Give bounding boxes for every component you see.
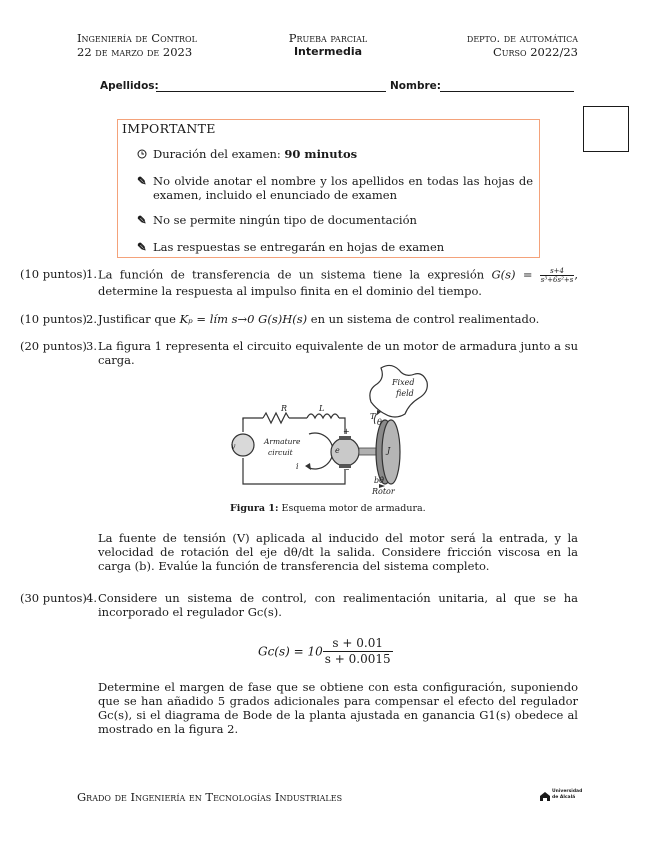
fig-label-i: i [296, 462, 299, 471]
caption-text: Esquema motor de armadura. [278, 503, 426, 514]
university-logo [539, 789, 583, 803]
surname-label: Apellidos: [100, 80, 159, 92]
header-course: Curso 2022/23 [492, 45, 578, 59]
question-4-statement [98, 680, 578, 736]
question-3-statement [98, 531, 578, 573]
question-text: Justificar que [98, 312, 180, 326]
fig-label-plus: + [343, 427, 350, 436]
clock-icon [137, 147, 147, 161]
header-date: 22 de marzo de 2023 [77, 45, 193, 59]
grade-box[interactable] [583, 106, 629, 152]
question-points: (30 puntos) [20, 591, 87, 605]
pencil-icon: ✎ [137, 174, 147, 188]
duration-value: 90 minutos [284, 147, 358, 161]
important-item-names: No olvide anotar el nombre y los apellidos en todas las hojas de examen, incluido el enunciado de examen [153, 174, 533, 202]
header-exam-type: Prueba parcial [288, 31, 368, 45]
equation-denominator: s + 0.0015 [324, 652, 391, 666]
question-number: 4. [86, 591, 97, 605]
university-name-2: de Alcalá [552, 795, 576, 800]
question-2 [20, 312, 578, 326]
question-text: , determine la respuesta al impulso finita en el dominio del tiempo. [98, 267, 578, 298]
fig-label-field: field [396, 389, 414, 398]
question-points: (10 puntos) [20, 267, 87, 281]
important-item-answers: Las respuestas se entregarán en hojas de examen [153, 240, 445, 254]
tf-denominator: s³+6s²+s [540, 276, 574, 284]
surname-field[interactable] [156, 91, 386, 92]
header-subject: Ingeniería de Control [77, 31, 197, 45]
question-points: (10 puntos) [20, 312, 87, 326]
controller-equation [258, 636, 393, 667]
important-title: IMPORTANTE [122, 121, 216, 136]
pencil-icon: ✎ [137, 240, 147, 254]
fig-label-v: v [231, 442, 236, 451]
university-name-1: Universidad [552, 789, 583, 794]
fig-label-fixed: Fixed [392, 378, 415, 387]
question-number: 2. [86, 312, 97, 326]
tf-numerator: s+4 [540, 267, 575, 276]
fig-label-armature: Armature [264, 437, 301, 446]
equation-lhs: Gc(s) = 10 [258, 644, 323, 659]
header-exam-level: Intermedia [293, 45, 363, 58]
question-text: Determine el margen de fase que se obtiene con esta configuración, suponiendo que se han añadido 5 grados adicionales para compensar el efecto del regulador Gc(s), si el diagrama de Bode de la planta ajustada en ganancia G1(s) obedece al mostrado en la figura 2. [98, 680, 578, 736]
duration-line [153, 147, 357, 161]
fig-label-theta: θ [377, 418, 382, 427]
fig-label-circuit: circuit [268, 448, 293, 457]
header-department: depto. de automática [466, 31, 578, 45]
kp-formula: Kₚ = lím s→0 G(s)H(s) [179, 312, 308, 326]
question-text: Considere un sistema de control, con realimentación unitaria, al que se ha incorporado el regulador Gc(s). [98, 591, 578, 619]
question-number: 1. [86, 267, 97, 281]
question-number: 3. [86, 339, 97, 353]
fig-label-minus: − [343, 465, 350, 474]
fig-label-L: L [319, 404, 325, 413]
fig-label-rotor: Rotor [372, 487, 395, 496]
fig-label-J: J [387, 446, 391, 455]
name-label: Nombre: [390, 80, 441, 92]
transfer-function: G(s) = [491, 267, 540, 282]
question-text: La fuente de tensión (V) aplicada al inducido del motor será la entrada, y la velocidad de rotación del eje dθ/dt la salida. Considere fricción viscosa en la carga (b). Evalúe la función de transferencia del sistema completo. [98, 531, 578, 573]
name-field[interactable] [440, 91, 574, 92]
fig-label-friction: bθ̇ [374, 476, 384, 485]
question-text: en un sistema de control realimentado. [307, 312, 540, 326]
fig-label-R: R [281, 404, 288, 413]
question-1 [20, 267, 578, 298]
question-text: La función de transferencia de un sistema tiene la expresión [98, 267, 492, 282]
fig-label-T: T [370, 412, 376, 421]
equation-numerator: s + 0.01 [323, 636, 393, 652]
footer-degree: Grado de Ingeniería en Tecnologías Industriales [77, 790, 343, 804]
question-points: (20 puntos) [20, 339, 87, 353]
important-item-docs: No se permite ningún tipo de documentación [153, 213, 417, 227]
question-text: La figura 1 representa el circuito equivalente de un motor de armadura junto a su carga. [98, 339, 578, 367]
fig-label-e: e [335, 446, 340, 455]
question-4 [20, 591, 578, 619]
pencil-icon: ✎ [137, 213, 147, 227]
caption-label: Figura 1: [230, 503, 279, 514]
duration-prefix: Duración del examen: [153, 147, 285, 161]
figure-1-caption [230, 503, 426, 514]
